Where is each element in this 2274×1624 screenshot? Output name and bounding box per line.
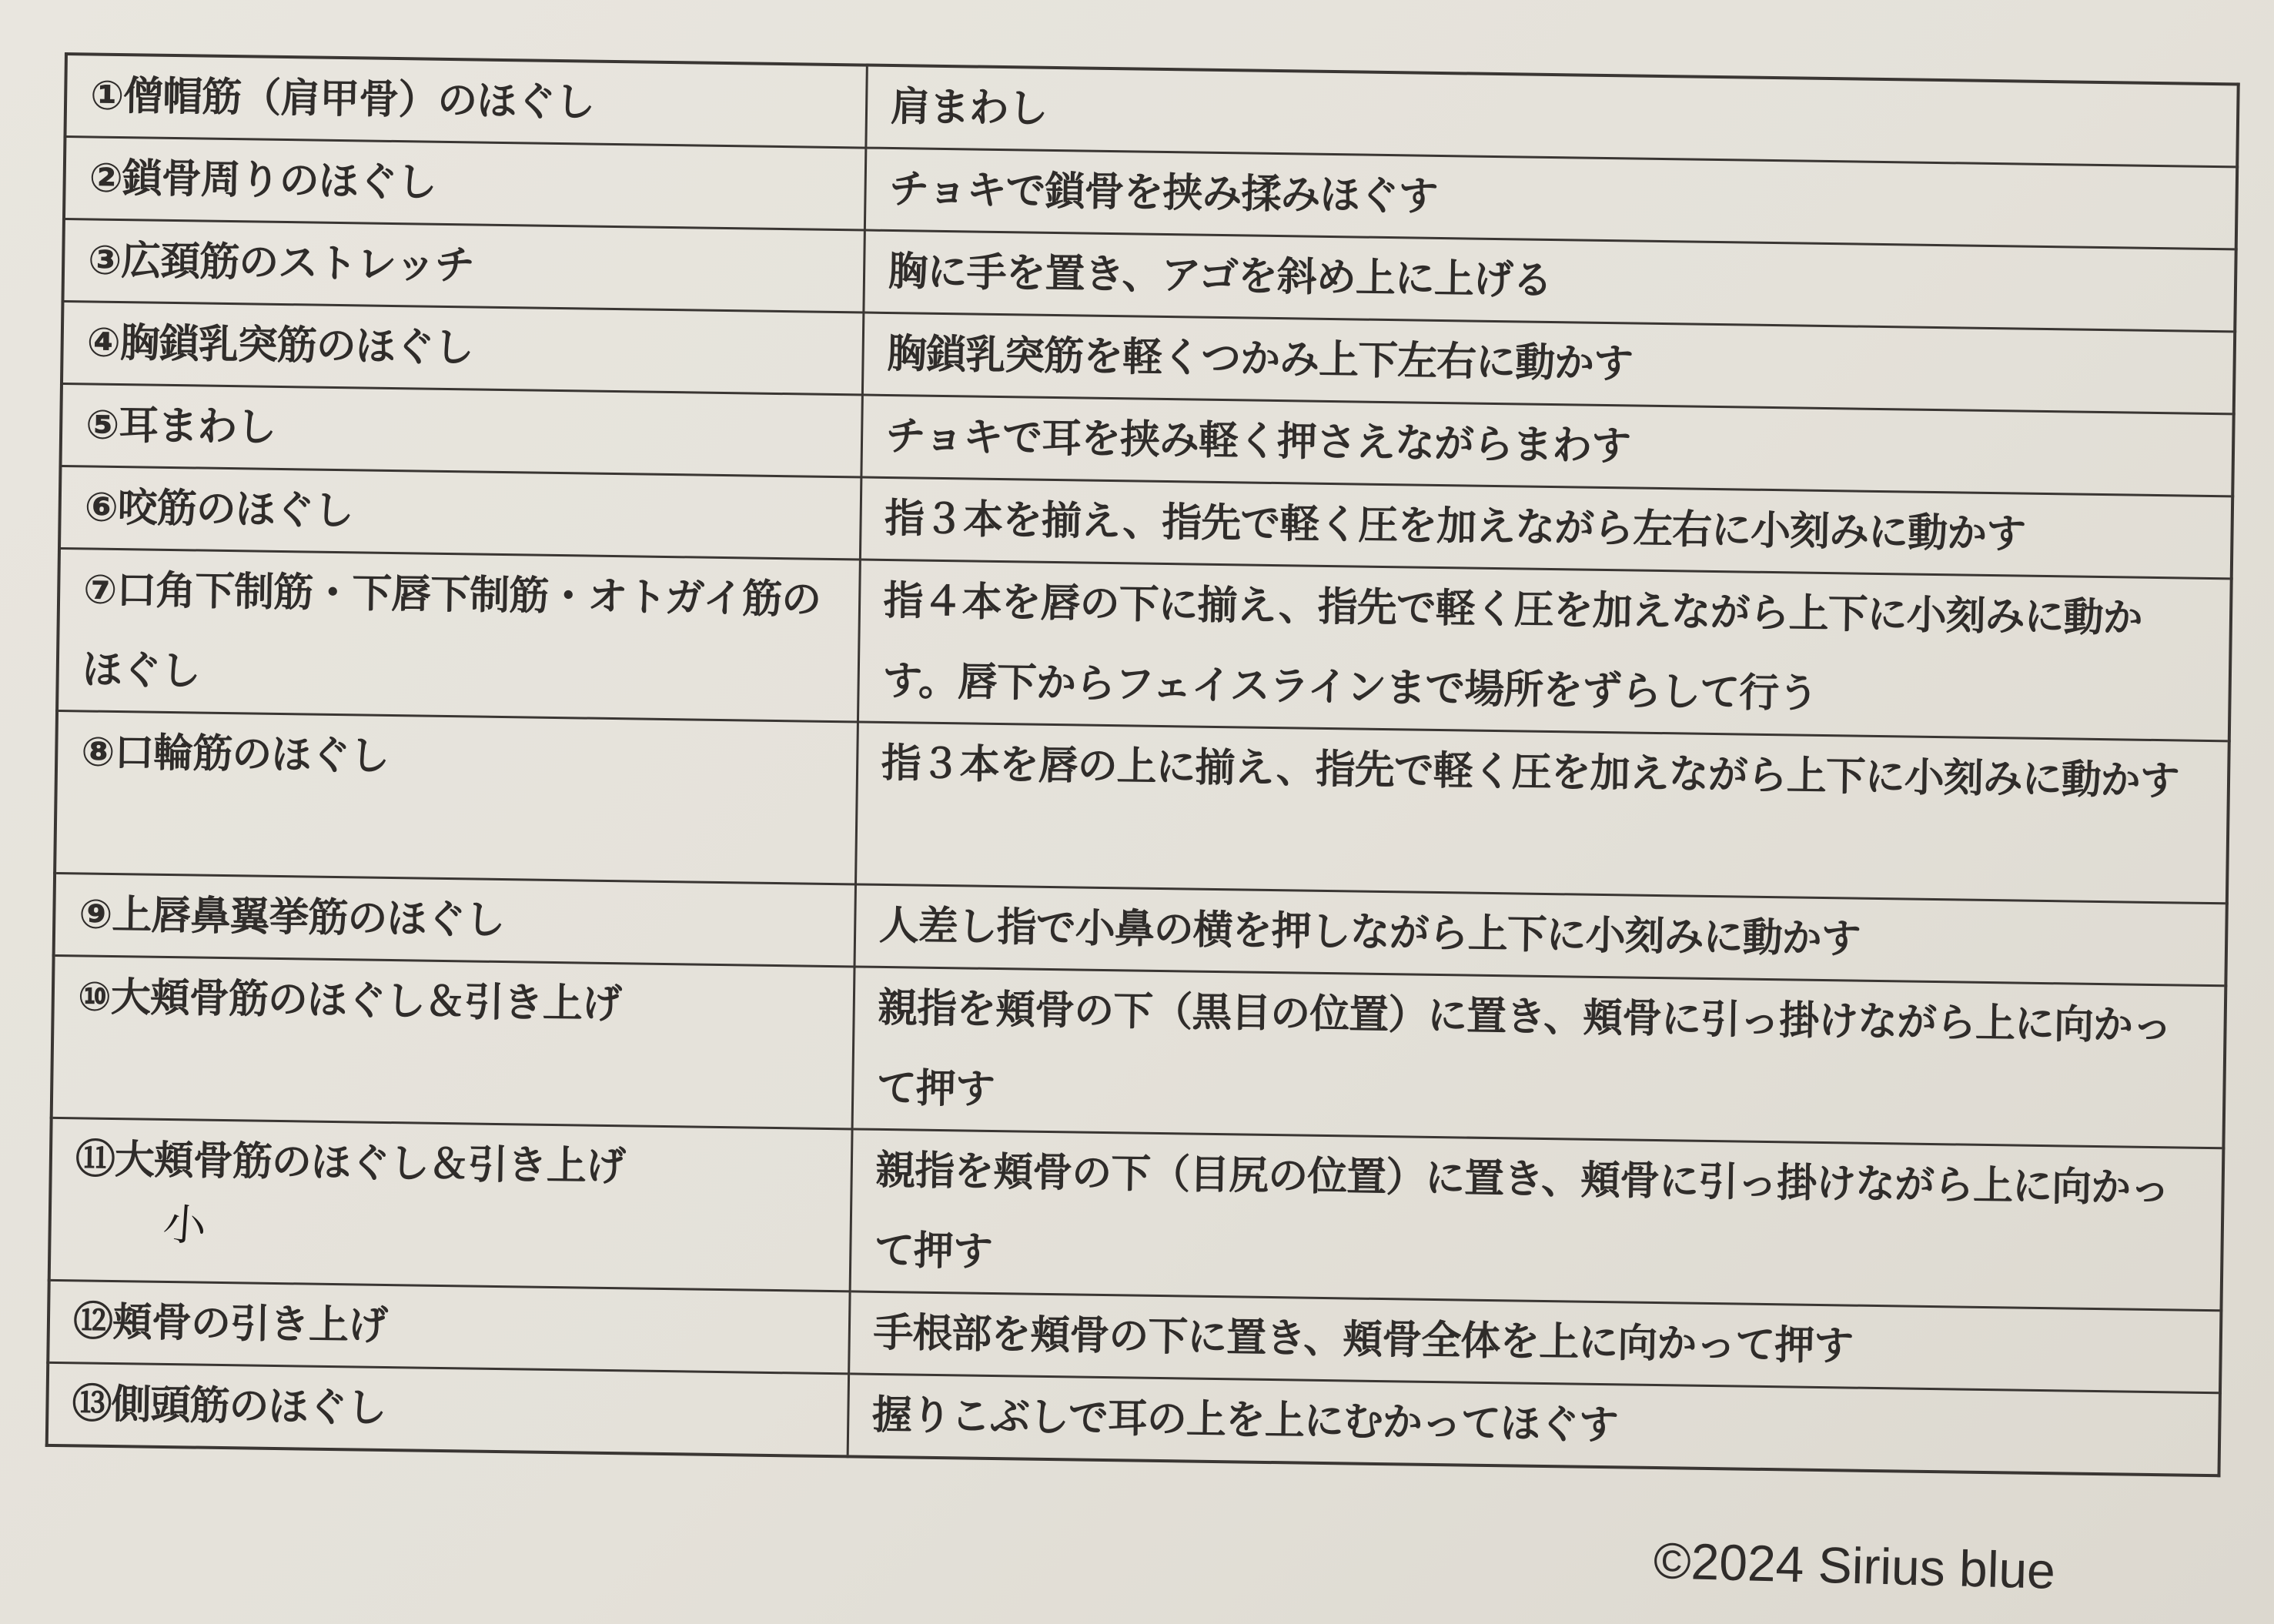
exercise-name-cell: ⑥咬筋のほぐし — [59, 466, 861, 560]
exercise-name-cell: ⑬側頭筋のほぐし — [47, 1362, 848, 1456]
exercise-table — [45, 52, 2240, 1477]
exercise-name-cell: ⑤耳まわし — [60, 383, 861, 477]
exercise-method-cell: 親指を頬骨の下（黒目の位置）に置き、頬骨に引っ掛けながら上に向かって押す — [852, 967, 2226, 1148]
exercise-method-cell: チョキで鎖骨を挟み揉みほぐす — [864, 148, 2237, 249]
exercise-name-cell: ④胸鎖乳突筋のほぐし — [62, 301, 863, 395]
exercise-method-cell: チョキで耳を挟み軽く押さえながらまわす — [861, 395, 2233, 496]
exercise-method-cell: 指４本を唇の下に揃え、指先で軽く圧を加えながら上下に小刻みに動かす。唇下からフェイスラインまで場所をずらして行う — [858, 560, 2232, 741]
table-row — [49, 1118, 2224, 1310]
exercise-name-cell: ⑪大頬骨筋のほぐし＆引き上げ — [49, 1118, 852, 1292]
exercise-name-cell: ⑨上唇鼻翼挙筋のほぐし — [54, 873, 855, 967]
exercise-name-cell: ⑫頬骨の引き上げ — [48, 1280, 849, 1374]
exercise-name-cell: ③広頚筋のストレッチ — [62, 219, 864, 313]
exercise-method-cell: 指３本を唇の上に揃え、指先で軽く圧を加えながら上下に小刻みに動かす — [855, 722, 2229, 904]
copyright-footer: ©2024 Sirius blue — [1653, 1532, 2056, 1599]
table-row — [52, 955, 2226, 1148]
exercise-method-cell: 胸鎖乳突筋を軽くつかみ上下左右に動かす — [862, 312, 2235, 414]
exercise-name-cell: ⑧口輪筋のほぐし — [55, 710, 858, 884]
handwritten-annotation: 小 — [161, 1199, 208, 1252]
exercise-method-cell: 肩まわし — [865, 65, 2238, 167]
exercise-name-cell: ⑦口角下制筋・下唇下制筋・オトガイ筋のほぐし — [57, 548, 860, 722]
exercise-name-cell: ②鎖骨周りのほぐし — [64, 137, 865, 231]
table-row — [55, 710, 2229, 903]
exercise-name-cell: ⑩大頬骨筋のほぐし＆引き上げ — [52, 955, 854, 1129]
exercise-method-cell: 手根部を頬骨の下に置き、頬骨全体を上に向かって押す — [848, 1292, 2221, 1393]
exercise-method-cell: 指３本を揃え、指先で軽く圧を加えながら左右に小刻みに動かす — [860, 477, 2232, 579]
exercise-method-cell: 胸に手を置き、アゴを斜め上に上げる — [863, 230, 2236, 332]
exercise-table-wrapper — [45, 52, 2237, 1477]
exercise-method-cell: 握りこぶしで耳の上を上にむかってほぐす — [848, 1374, 2220, 1475]
table-row — [57, 548, 2232, 740]
exercise-name-cell: ①僧帽筋（肩甲骨）のほぐし — [65, 54, 866, 148]
exercise-method-cell: 親指を頬骨の下（目尻の位置）に置き、頬骨に引っ掛けながら上に向かって押す — [850, 1129, 2224, 1311]
exercise-method-cell: 人差し指で小鼻の横を押しながら上下に小刻みに動かす — [854, 884, 2227, 986]
